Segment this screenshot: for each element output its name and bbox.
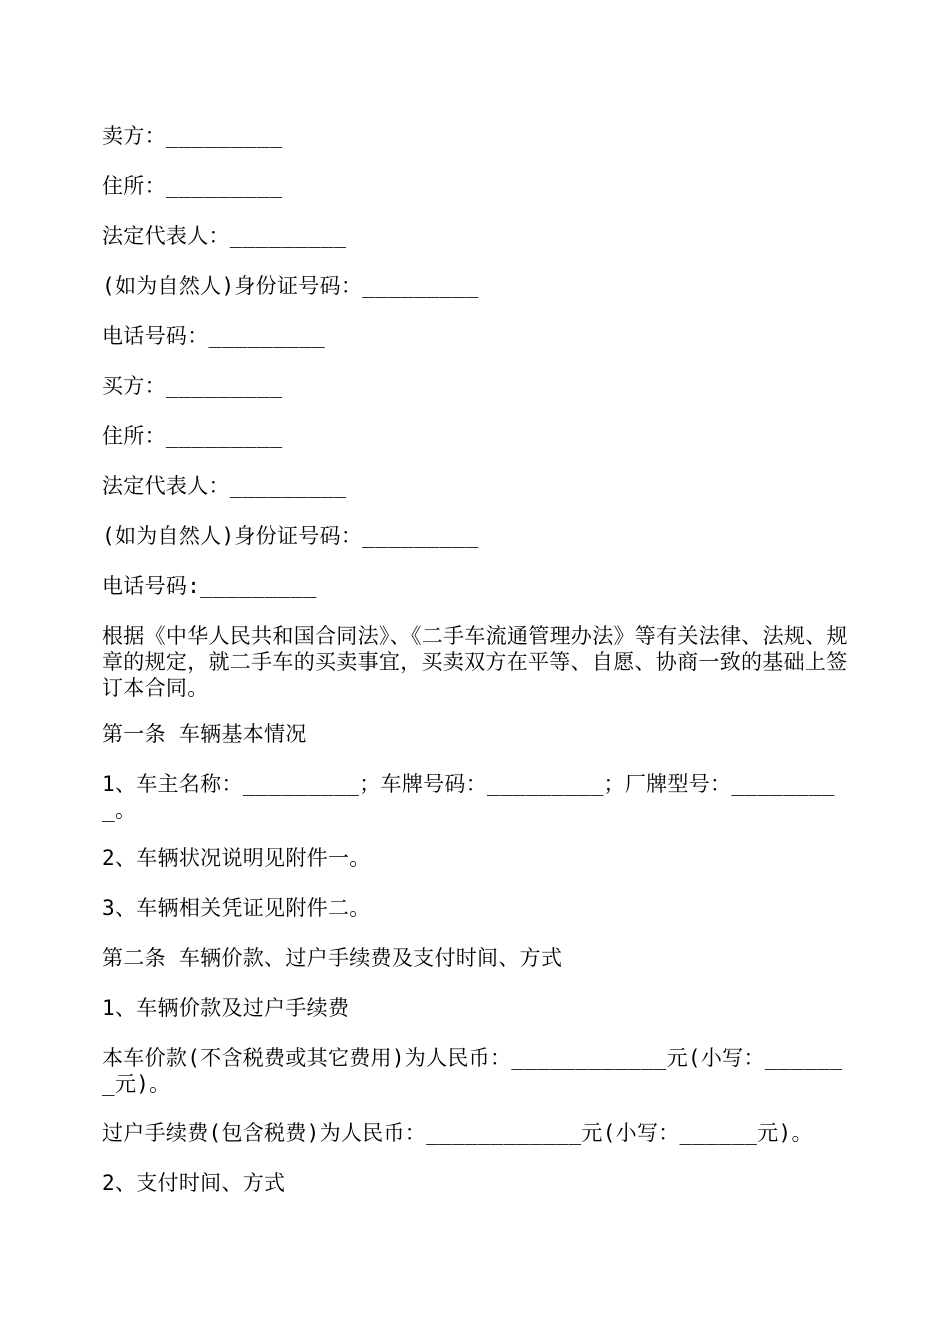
buyer-representative-field: 法定代表人：_________ [102, 474, 347, 498]
buyer-phone-field: 电话号码:_________ [102, 574, 317, 598]
article-2-item-1: 1、车辆价款及过户手续费 [102, 996, 350, 1020]
price-line: 本车价款(不含税费或其它费用)为人民币：____________元(小写：_______元)。 [102, 1046, 843, 1096]
article-1-item-1: 1、车主名称：_________；车牌号码：_________；厂牌型号：_________。 [102, 772, 835, 822]
buyer-id-field: (如为自然人)身份证号码：_________ [102, 524, 479, 548]
transfer-fee-line: 过户手续费(包含税费)为人民币：____________元(小写：______元)。 [102, 1121, 813, 1145]
buyer-name-field: 买方：_________ [102, 374, 283, 398]
seller-name-field: 卖方：_________ [102, 124, 283, 148]
seller-id-field: (如为自然人)身份证号码：_________ [102, 274, 479, 298]
intro-paragraph: 根据《中华人民共和国合同法》、《二手车流通管理办法》等有关法律、法规、规章的规定，就二手车的买卖事宜，买卖双方在平等、自愿、协商一致的基础上签订本合同。 [102, 624, 848, 700]
seller-phone-field: 电话号码：_________ [102, 324, 325, 348]
seller-representative-field: 法定代表人：_________ [102, 224, 347, 248]
article-1-item-3: 3、车辆相关凭证见附件二。 [102, 896, 371, 920]
article-2-title: 第二条 车辆价款、过户手续费及支付时间、方式 [102, 946, 563, 970]
article-1-item-2: 2、车辆状况说明见附件一。 [102, 846, 371, 870]
seller-address-field: 住所：_________ [102, 174, 283, 198]
buyer-address-field: 住所：_________ [102, 424, 283, 448]
article-2-item-2: 2、支付时间、方式 [102, 1171, 286, 1195]
article-1-title: 第一条 车辆基本情况 [102, 722, 307, 746]
